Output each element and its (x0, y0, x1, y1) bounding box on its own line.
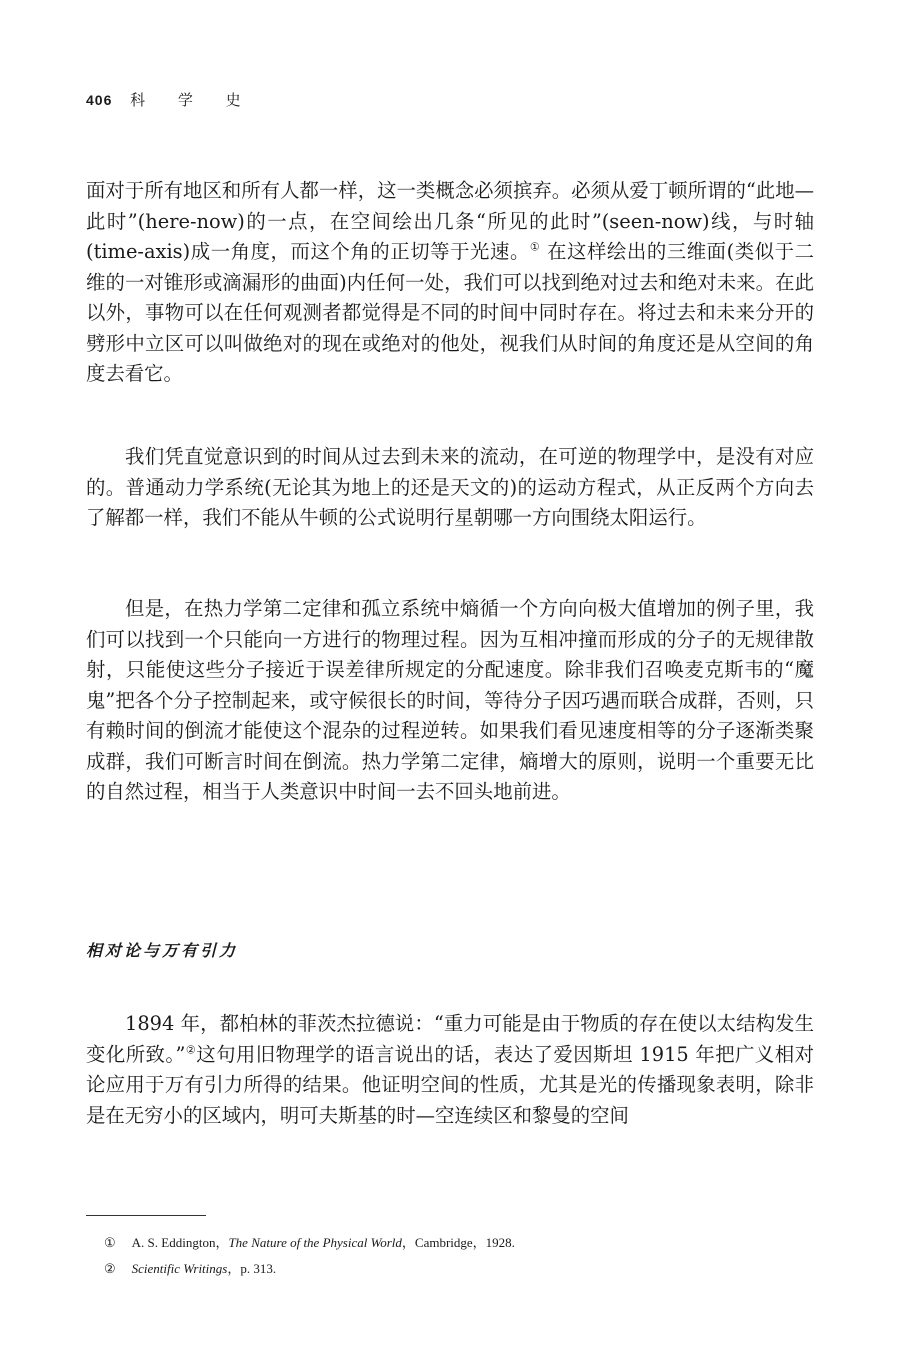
section-heading: 相对论与万有引力 (86, 941, 239, 960)
footnote-1 (104, 1235, 515, 1251)
footnote-2-book-title: Scientific Writings (131, 1261, 228, 1276)
paragraph-4 (86, 1009, 814, 1131)
paragraph-4-text-b: 这句用旧物理学的语言说出的话，表达了爱因斯坦 1915 年把广义相对论应用于万有引力所得的结果。他证明空间的性质，尤其是光的传播现象表明，除非是在无穷小的区域内，明可夫斯基的时—空连续区和黎曼的空间 (86, 1042, 814, 1127)
running-header (86, 89, 255, 110)
footnote-1-mark: ① (104, 1235, 116, 1250)
footnote-ref-1[interactable]: ① (529, 240, 541, 254)
footnote-divider (86, 1215, 206, 1216)
footnote-2 (104, 1261, 276, 1277)
paragraph-3: 但是，在热力学第二定律和孤立系统中熵循一个方向向极大值增加的例子里，我们可以找到一个只能向一方进行的物理过程。因为互相冲撞而形成的分子的无规律散射，只能使这些分子接近于误差律所规定的分配速度。除非我们召唤麦克斯韦的“魔鬼”把各个分子控制起来，或守候很长的时间，等待分子因巧遇而联合成群，否则，只有赖时间的倒流才能使这个混杂的过程逆转。如果我们看见速度相等的分子逐渐类聚成群，我们可断言时间在倒流。热力学第二定律，熵增大的原则，说明一个重要无比的自然过程，相当于人类意识中时间一去不回头地前进。 (86, 597, 814, 803)
running-title: 科 学 史 (130, 91, 255, 109)
footnote-ref-2[interactable]: ② (185, 1043, 197, 1057)
paragraph-2: 我们凭直觉意识到的时间从过去到未来的流动，在可逆的物理学中，是没有对应的。普通动力学系统(无论其为地上的还是天文的)的运动方程式，从正反两个方向去了解都一样，我们不能从牛顿的公式说明行星朝哪一方向围绕太阳运行。 (86, 445, 814, 529)
footnote-1-book-title: The Nature of the Physical World (228, 1235, 402, 1250)
page-number: 406 (86, 92, 113, 108)
footnote-1-prefix: A. S. Eddington， (131, 1235, 229, 1250)
paragraph-1 (86, 176, 814, 390)
paragraph-1-text-b: 在这样绘出的三维面(类似于二维的一对锥形或滴漏形的曲面)内任何一处，我们可以找到绝对过去和绝对未来。在此以外，事物可以在任何观测者都觉得是不同的时间中同时存在。将过去和未来分开的劈形中立区可以叫做绝对的现在或绝对的他处，视我们从时间的角度还是从空间的角度去看它。 (86, 240, 814, 385)
footnote-1-suffix: ，Cambridge，1928. (401, 1235, 515, 1250)
paragraph-4-text-a: 1894 年，都柏林的菲茨杰拉德说：“重力可能是由于物质的存在使以太结构发生变化所致。” (86, 1012, 814, 1066)
footnote-2-mark: ② (104, 1261, 116, 1276)
paragraph-1-text-a: 面对于所有地区和所有人都一样，这一类概念必须摈弃。必须从爱丁顿所谓的“此地—此时”(here-now)的一点，在空间绘出几条“所见的此时”(seen-now)线，与时轴(time-axis)成一角度，而这个角的正切等于光速。 (86, 179, 814, 263)
footnote-2-suffix: ，p. 313. (227, 1261, 277, 1276)
